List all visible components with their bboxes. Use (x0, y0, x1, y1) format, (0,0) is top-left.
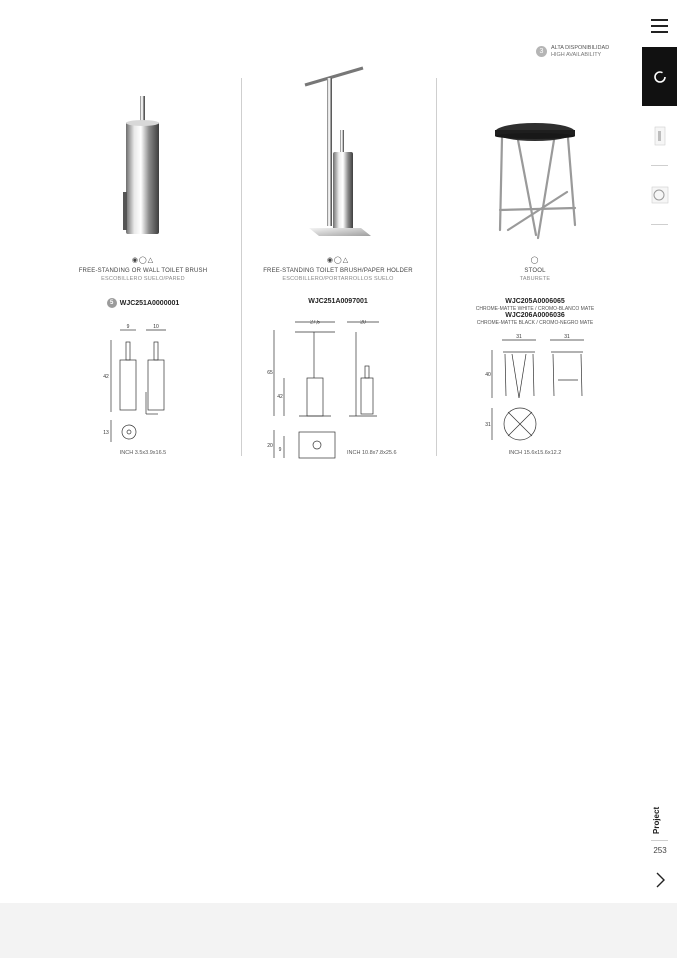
column-divider (436, 78, 437, 456)
bottom-band (0, 903, 677, 958)
section-label-text: Project (652, 806, 661, 834)
availability-label-en: HIGH AVAILABILITY (551, 52, 602, 58)
finish-icons: ◉◯△ (131, 257, 155, 264)
stool-dimension-drawing (440, 320, 630, 460)
svg-text:40: 40 (485, 372, 491, 378)
page-thumbnail-icon (654, 126, 666, 146)
product-finish-line: CHROME-MATTE WHITE / CROMO-BLANCO MATE (475, 306, 595, 312)
product-name-es: ESCOBILLERO SUELO/PARED (101, 276, 185, 282)
product-code: WJC205A0006065 (505, 298, 565, 305)
page-number: 253 (653, 846, 667, 855)
hamburger-icon (642, 10, 677, 42)
availability-legend (536, 45, 609, 59)
svg-text:10: 10 (153, 324, 159, 330)
page-thumbnail-icon (651, 186, 669, 204)
svg-text:42: 42 (277, 394, 283, 400)
dimensions-inch: INCH 15.6x15.6x12.2 (508, 450, 562, 456)
product-code-text: WJC251A0000001 (119, 299, 180, 307)
svg-text:31: 31 (564, 334, 570, 340)
rail-divider (651, 165, 668, 166)
svg-text:20: 20 (360, 320, 366, 326)
rail-divider (651, 840, 668, 841)
brush-paper-holder-photo (243, 60, 433, 245)
product-code: WJC251A0097001 (308, 298, 368, 305)
rail-divider (651, 224, 668, 225)
right-nav-rail (642, 0, 677, 903)
toilet-brush-dimension-drawing (48, 320, 238, 460)
svg-text:13: 13 (103, 430, 109, 436)
finish-icons: ◉◯△ (326, 257, 350, 264)
dimensions-inch: INCH 3.5x3.9x16.5 (119, 450, 167, 456)
page-thumbnail-button[interactable] (642, 112, 677, 160)
svg-text:27,5: 27,5 (310, 320, 320, 326)
availability-label-es: ALTA DISPONIBILIDAD (551, 45, 610, 51)
toilet-brush-photo (48, 60, 238, 245)
section-label (652, 806, 666, 836)
product-finish-line: CHROME-MATTE BLACK / CROMO-NEGRO MATE (476, 320, 594, 326)
svg-text:9: 9 (126, 324, 130, 330)
svg-text:42: 42 (103, 374, 109, 380)
product-name-en: STOOL (524, 268, 546, 274)
page-thumbnail-button[interactable] (642, 172, 677, 218)
product-name-es: TABURETE (519, 276, 551, 282)
product-code-secondary: WJC206A0006036 (505, 312, 565, 319)
svg-text:31: 31 (516, 334, 522, 340)
svg-text:9: 9 (278, 447, 282, 453)
finish-icons: ◯ (530, 257, 540, 264)
column-divider (241, 78, 242, 456)
chevron-right-icon (654, 872, 666, 888)
svg-text:20: 20 (267, 443, 273, 449)
dimensions-inch: INCH 10.8x7.8x25.6 (347, 450, 397, 456)
availability-badge: 3 (536, 46, 547, 57)
loading-spinner-icon (652, 69, 668, 85)
menu-button[interactable] (642, 10, 677, 42)
svg-text:65: 65 (267, 370, 273, 376)
product-name-es: ESCOBILLERO/PORTARROLLOS SUELO (282, 276, 394, 282)
next-page-button[interactable] (642, 866, 677, 894)
product-name-en: FREE-STANDING OR WALL TOILET BRUSH (78, 268, 208, 274)
brush-paper-holder-dimension-drawing (243, 320, 433, 460)
availability-badge: 5 (107, 298, 117, 308)
stool-photo (440, 60, 630, 245)
spinner-thumbnail-button[interactable] (642, 47, 677, 106)
product-code (48, 298, 238, 308)
svg-text:31: 31 (485, 422, 491, 428)
product-name-en: FREE-STANDING TOILET BRUSH/PAPER HOLDER (263, 268, 413, 274)
